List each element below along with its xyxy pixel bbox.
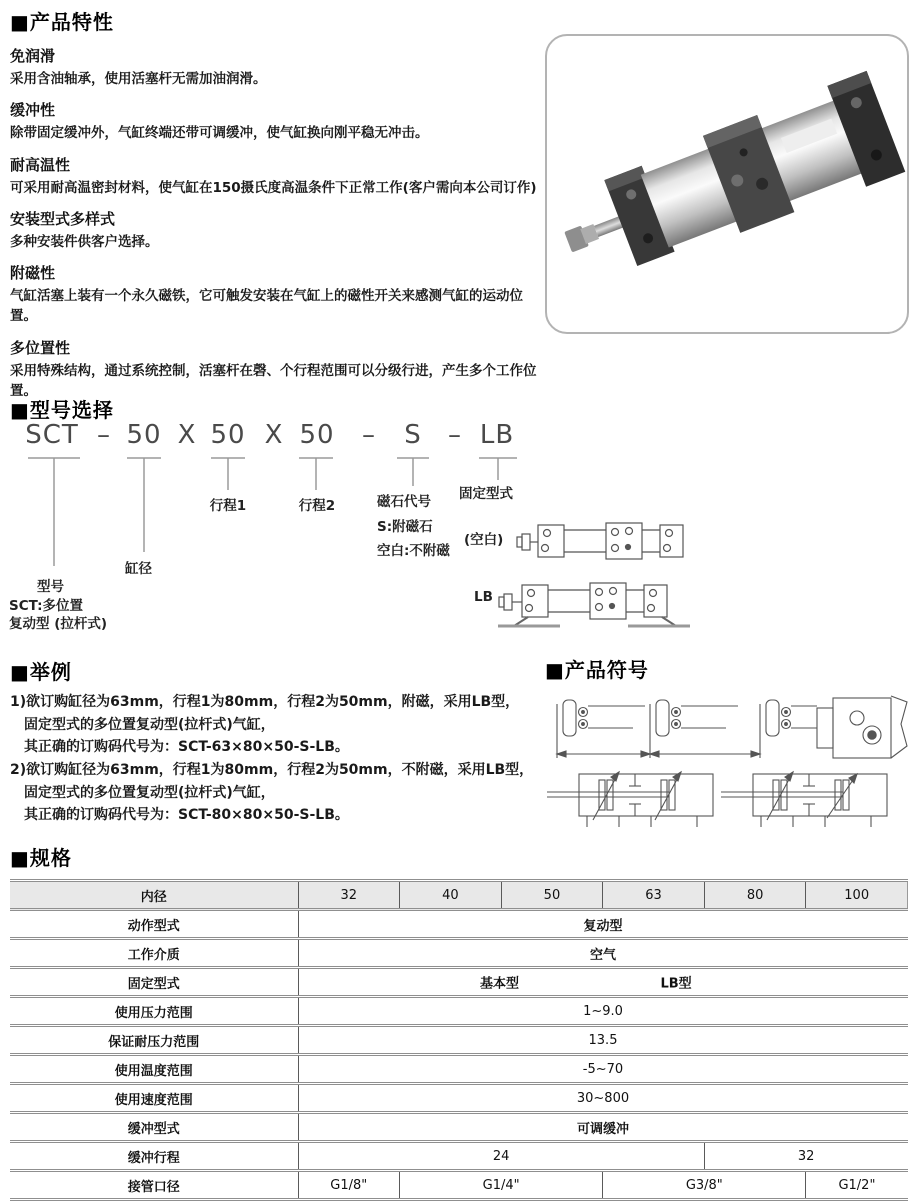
code-part-model: SCT — [25, 420, 79, 450]
example-line: 固定型式的多位置复动型(拉杆式)气缸， — [24, 784, 275, 801]
spec-value: G1/2" — [806, 1171, 908, 1200]
label-model-line1: SCT:多位置 — [9, 598, 83, 614]
spec-value: 空气 — [298, 939, 908, 968]
code-separator: – — [362, 420, 376, 450]
section-product-features — [10, 6, 545, 401]
model-selection-title: ■型号选择 — [10, 398, 114, 422]
label-magnet-blank: 空白:不附磁 — [377, 543, 450, 559]
code-part-mount: LB — [479, 420, 515, 450]
examples-title: ■举例 — [10, 660, 72, 684]
spec-value: 32 — [704, 1142, 907, 1171]
product-photo-cylinder — [547, 36, 903, 328]
feature-desc: 多种安装件供客户选择。 — [10, 233, 159, 250]
label-stroke2: 行程2 — [298, 498, 336, 514]
code-part-magnet: S — [404, 420, 422, 450]
product-photo-frame — [545, 34, 909, 334]
spec-value: 24 — [298, 1142, 704, 1171]
spec-value: 1~9.0 — [298, 997, 908, 1026]
feature-item — [10, 99, 545, 143]
feature-item — [10, 262, 545, 327]
spec-value: 30~800 — [298, 1084, 908, 1113]
specs-title: ■规格 — [10, 846, 72, 870]
spec-header-row — [10, 881, 908, 910]
spec-value: G1/8" — [298, 1171, 400, 1200]
label-bore: 缸径 — [125, 561, 152, 577]
spec-table — [10, 879, 908, 1201]
spec-header-label: 内径 — [10, 881, 298, 910]
spec-value: 可调缓冲 — [298, 1113, 908, 1142]
code-separator: X — [177, 420, 197, 450]
spec-row-action-type: 动作型式 复动型 — [10, 910, 908, 939]
feature-desc: 采用特殊结构，通过系统控制，活塞杆在磬、个行程范围可以分级行进，产生多个工作位置。 — [10, 362, 537, 399]
code-part-stroke1: 50 — [210, 420, 246, 450]
label-magnet-s: S:附磁石 — [377, 519, 433, 535]
code-part-stroke2: 50 — [299, 420, 335, 450]
spec-row-mount-type: 固定型式 基本型 LB型 — [10, 968, 908, 997]
spec-row-proof-pressure: 保证耐压力范围 13.5 — [10, 1026, 908, 1055]
feature-desc: 气缸活塞上装有一个永久磁铁，它可触发安装在气缸上的磁性开关来感测气缸的运动位置。 — [10, 288, 523, 325]
feature-item — [10, 337, 545, 402]
mount-diagram-lb — [498, 576, 690, 630]
feature-name: 附磁性 — [10, 264, 56, 282]
spec-value: G3/8" — [603, 1171, 806, 1200]
feature-name: 安装型式多样式 — [10, 209, 116, 228]
label-model-line2: 复动型 (拉杆式) — [9, 616, 108, 632]
spec-bore-col: 50 — [501, 881, 603, 910]
pneumatic-symbol-cylinder-2 — [721, 770, 891, 832]
section-examples — [10, 656, 550, 827]
label-magnet-title: 磁石代号 — [377, 494, 431, 510]
spec-row-cushion-type: 缓冲型式 可调缓冲 — [10, 1113, 908, 1142]
code-separator: X — [264, 420, 284, 450]
feature-item — [10, 208, 545, 252]
spec-value: 复动型 — [298, 910, 908, 939]
mount-diagram-basic — [516, 518, 684, 564]
features-title: ■产品特性 — [10, 10, 114, 34]
spec-value: G1/4" — [400, 1171, 603, 1200]
spec-value: -5~70 — [298, 1055, 908, 1084]
label-mount-lb: LB — [474, 589, 493, 605]
label-model-title: 型号 — [37, 579, 64, 595]
spec-bore-col: 100 — [806, 881, 908, 910]
label-stroke1: 行程1 — [209, 498, 247, 514]
feature-desc: 可采用耐高温密封材料，使气缸在150摄氏度高温条件下正常工作(客户需向本公司订作) — [10, 179, 537, 196]
spec-row-temperature-range: 使用温度范围 -5~70 — [10, 1055, 908, 1084]
feature-item — [10, 154, 545, 198]
spec-row-cushion-stroke: 缓冲行程 24 32 — [10, 1142, 908, 1171]
feature-desc: 采用含油轴承，使用活塞杆无需加油润滑。 — [10, 71, 267, 87]
spec-row-speed-range: 使用速度范围 30~800 — [10, 1084, 908, 1113]
section-product-symbols — [545, 654, 915, 844]
spec-bore-col: 80 — [704, 881, 806, 910]
feature-name: 免润滑 — [10, 47, 56, 65]
spec-bore-col: 40 — [400, 881, 502, 910]
spec-bore-col: 63 — [603, 881, 705, 910]
pneumatic-symbol-cylinder-1 — [547, 770, 717, 832]
spec-value-lb: LB型 — [660, 976, 692, 992]
example-line: 1)欲订购缸径为63mm，行程1为80mm，行程2为50mm，附磁，采用LB型， — [10, 694, 520, 710]
spec-row-pressure-range: 使用压力范围 1~9.0 — [10, 997, 908, 1026]
spec-value-basic: 基本型 — [479, 976, 519, 992]
label-mount-blank: (空白) — [464, 532, 504, 548]
code-separator: – — [97, 420, 111, 450]
feature-name: 多位置性 — [10, 338, 71, 357]
spec-row-medium: 工作介质 空气 — [10, 939, 908, 968]
spec-bore-col: 32 — [298, 881, 400, 910]
section-specifications — [10, 842, 908, 1201]
code-part-bore: 50 — [126, 420, 162, 450]
label-mount-title: 固定型式 — [459, 486, 513, 502]
feature-item — [10, 45, 545, 89]
spec-value: 13.5 — [298, 1026, 908, 1055]
feature-desc: 除带固定缓冲外，气缸终端还带可调缓冲，使气缸换向刚平稳无冲击。 — [10, 125, 429, 142]
example-line: 其正确的订购码代号为：SCT-80×80×50-S-LB。 — [24, 807, 349, 824]
section-model-selection — [0, 394, 918, 646]
pneumatic-symbol-rod-positions — [545, 688, 913, 768]
code-separator: – — [448, 420, 462, 450]
symbols-title: ■产品符号 — [545, 658, 649, 682]
feature-name: 耐高温性 — [10, 155, 71, 174]
example-line: 2)欲订购缸径为63mm，行程1为80mm，行程2为50mm，不附磁，采用LB型， — [10, 762, 534, 779]
spec-row-port-size: 接管口径 G1/8" G1/4" G3/8" G1/2" — [10, 1171, 908, 1200]
example-line: 其正确的订购码代号为：SCT-63×80×50-S-LB。 — [24, 739, 349, 756]
example-line: 固定型式的多位置复动型(拉杆式)气缸， — [24, 716, 275, 733]
feature-name: 缓冲性 — [10, 101, 56, 120]
spec-value — [298, 968, 908, 997]
